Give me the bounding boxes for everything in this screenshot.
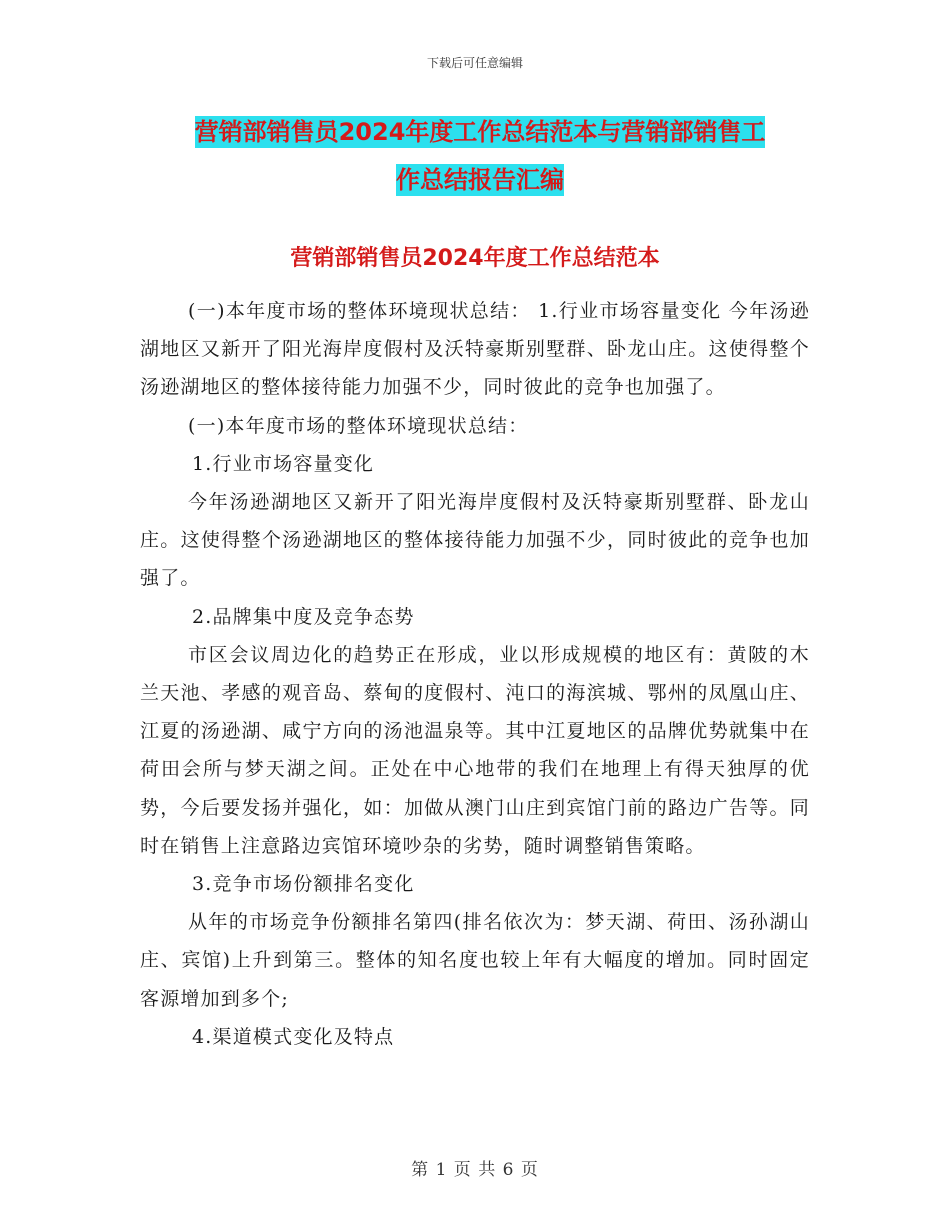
paragraph: (一)本年度市场的整体环境现状总结： 1.行业市场容量变化 今年汤逊湖地区又新开了阳光海岸度假村及沃特豪斯别墅群、卧龙山庄。这使得整个汤逊湖地区的整体接待能力加强不少，同时彼此的竞争也加强了。 (140, 300, 810, 399)
paragraph: 今年汤逊湖地区又新开了阳光海岸度假村及沃特豪斯别墅群、卧龙山庄。这使得整个汤逊湖地区的整体接待能力加强不少，同时彼此的竞争也加强了。 (140, 491, 810, 590)
paragraph: 市区会议周边化的趋势正在形成，业以形成规模的地区有：黄陂的木兰天池、孝感的观音岛、蔡甸的度假村、沌口的海滨城、鄂州的凤凰山庄、江夏的汤逊湖、咸宁方向的汤池温泉等。其中江夏地区的品牌优势就集中在荷田会所与梦天湖之间。正处在中心地带的我们在地理上有得天独厚的优势，今后要发扬并强化，如：加做从澳门山庄到宾馆门前的路边广告等。同时在销售上注意路边宾馆环境吵杂的劣势，随时调整销售策略。 (140, 643, 810, 857)
title-line-1: 营销部销售员2024年度工作总结范本与营销部销售工 (194, 118, 766, 146)
title-line-2: 作总结报告汇编 (396, 166, 564, 194)
section-heading: 1.行业市场容量变化 (192, 452, 375, 475)
section-heading: 3.竞争市场份额排名变化 (192, 873, 415, 896)
header-note: 下载后可任意编辑 (426, 56, 523, 70)
paragraph: (一)本年度市场的整体环境现状总结： (188, 414, 529, 437)
page-footer: 第 1 页 共 6 页 (411, 1160, 539, 1180)
section-title: 营销部销售员2024年度工作总结范本 (290, 246, 660, 271)
section-heading: 2.品牌集中度及竞争态势 (192, 605, 415, 628)
section-heading: 4.渠道模式变化及特点 (192, 1025, 395, 1048)
document-body (140, 292, 810, 1056)
paragraph: 从年的市场竞争份额排名第四(排名依次为：梦天湖、荷田、汤孙湖山庄、宾馆)上升到第三。整体的知名度也较上年有大幅度的增加。同时固定客源增加到多个; (140, 911, 810, 1010)
document-title (140, 108, 820, 204)
